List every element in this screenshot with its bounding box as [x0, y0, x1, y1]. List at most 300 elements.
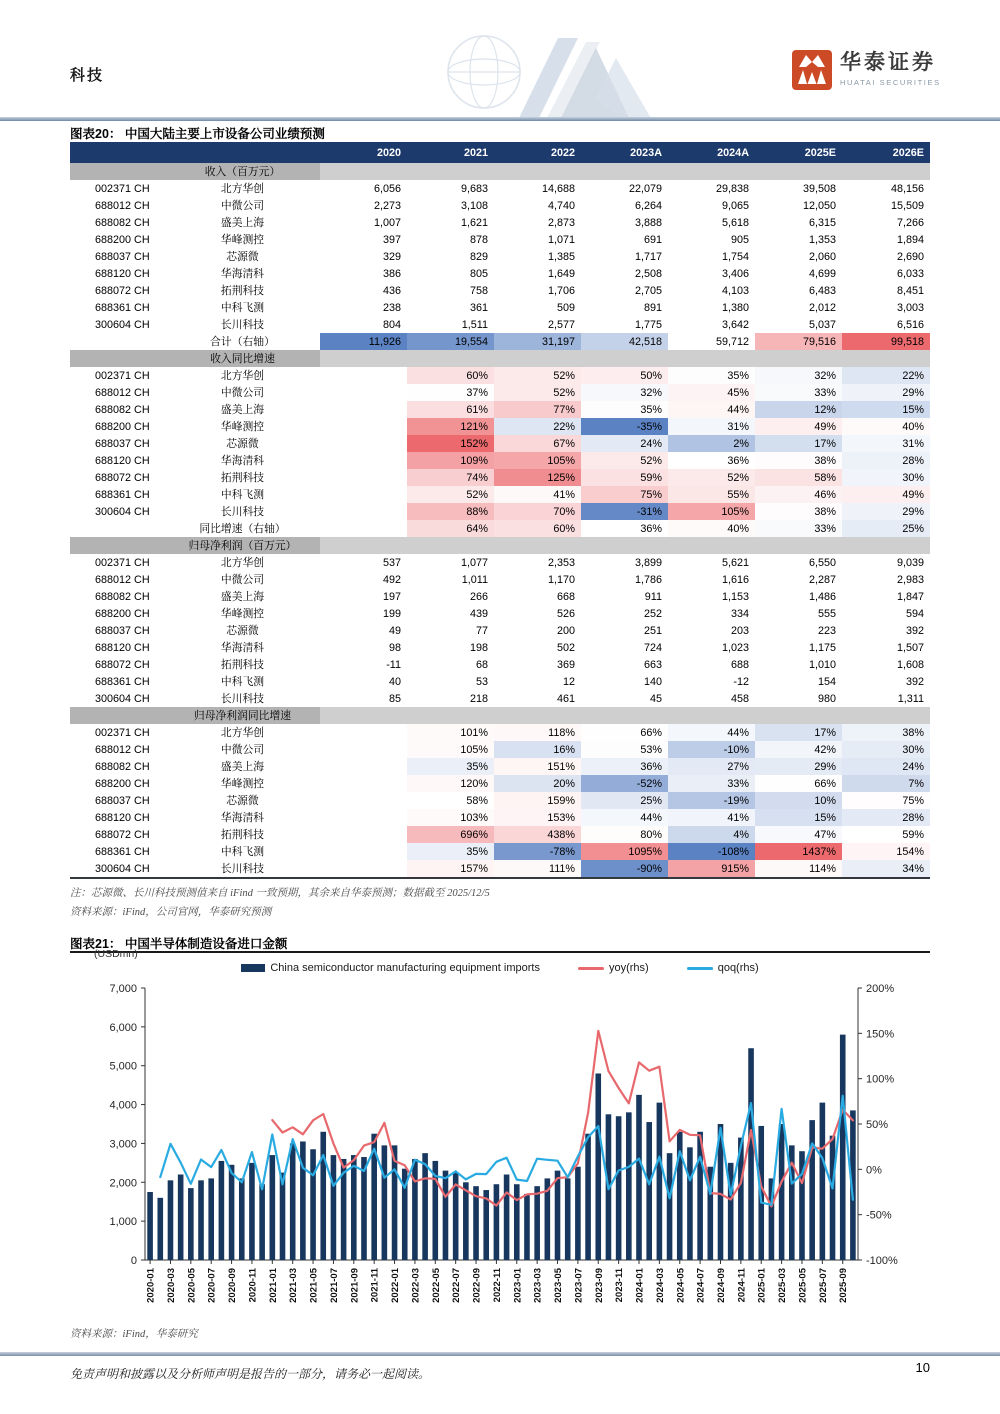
value-cell: -90% — [581, 860, 668, 877]
value-cell: 2,690 — [896, 250, 924, 263]
x-axis-label: 2021-11 — [369, 1268, 381, 1303]
x-axis-label: 2023-07 — [573, 1268, 585, 1303]
value-cell: 40% — [842, 418, 930, 435]
value-cell: 6,056 — [373, 182, 401, 195]
column-header: 2021 — [407, 142, 494, 163]
left-axis-tick-label: 0 — [130, 1255, 137, 1267]
total-value-cell: 59,712 — [668, 333, 755, 350]
value-cell: 1,621 — [460, 216, 488, 229]
column-header: 2023A — [581, 142, 668, 163]
value-cell: 1,608 — [896, 658, 924, 671]
import-bar — [188, 1188, 194, 1260]
value-cell: 49% — [755, 418, 842, 435]
import-bar — [310, 1149, 316, 1260]
company-name: 华海清科 — [220, 642, 265, 654]
value-cell: 20% — [494, 775, 581, 792]
total-spacer — [70, 333, 165, 350]
total-value-cell: 40% — [668, 520, 755, 537]
value-cell: 1,507 — [896, 641, 924, 654]
legend-label: yoy(rhs) — [608, 962, 649, 974]
import-bar — [219, 1161, 225, 1260]
import-bar — [585, 1134, 591, 1260]
total-value-cell: 99,518 — [842, 333, 930, 350]
value-cell: 45% — [668, 384, 755, 401]
table-row — [70, 809, 930, 826]
figure20-note: 注：芯源微、长川科技预测值来自 iFind 一致预期，其余来自华泰预测；数据截至 2025/12/5 — [70, 888, 490, 899]
x-axis-label: 2023-05 — [553, 1268, 565, 1303]
import-bar — [259, 1184, 265, 1260]
header-spacer — [165, 142, 320, 163]
value-cell: 53% — [581, 741, 668, 758]
section-header-row — [70, 537, 930, 554]
company-name: 芯源微 — [226, 795, 259, 807]
value-cell: 1095% — [581, 843, 668, 860]
value-cell: 98 — [388, 641, 401, 654]
value-cell: 67% — [494, 435, 581, 452]
company-name: 盛美上海 — [220, 591, 265, 603]
left-axis-tick-label: 2,000 — [109, 1177, 137, 1190]
section-header-label: 收入同比增速 — [165, 350, 320, 367]
figure20-title: 图表20： 中国大陆主要上市设备公司业绩预测 — [70, 127, 325, 141]
x-axis-label: 2024-03 — [654, 1268, 666, 1303]
table-row — [70, 741, 930, 758]
value-cell — [320, 486, 407, 503]
total-value-cell: 64% — [407, 520, 494, 537]
table-header-row — [70, 142, 930, 163]
value-cell: 9,039 — [896, 556, 924, 569]
value-cell: 12 — [562, 675, 575, 688]
value-cell: 58% — [755, 469, 842, 486]
company-name: 中科飞测 — [220, 302, 265, 314]
import-bar — [178, 1175, 184, 1260]
value-cell: 1,385 — [547, 250, 575, 263]
value-cell: 4% — [668, 826, 755, 843]
value-cell: 52% — [668, 469, 755, 486]
value-cell: 915% — [668, 860, 755, 877]
section-band — [320, 350, 407, 367]
x-axis-label: 2023-11 — [614, 1268, 626, 1303]
value-cell: 35% — [407, 758, 494, 775]
value-cell: 1,894 — [896, 233, 924, 246]
table-row — [70, 860, 930, 877]
total-label: 合计（右轴） — [210, 336, 275, 348]
value-cell: 44% — [668, 401, 755, 418]
x-axis-label: 2021-05 — [308, 1268, 320, 1303]
x-axis-label: 2022-05 — [430, 1268, 442, 1303]
value-cell: 60% — [407, 367, 494, 384]
figure21-title: 图表21： 中国半导体制造设备进口金额 — [70, 937, 288, 951]
stock-code: 688037 CH — [95, 794, 150, 807]
left-axis-tick-label: 7,000 — [109, 983, 137, 995]
table-row — [70, 656, 930, 673]
value-cell: 266 — [469, 590, 488, 603]
value-cell — [320, 741, 407, 758]
value-cell: 1,486 — [808, 590, 836, 603]
section-band — [755, 163, 842, 180]
company-name: 北方华创 — [220, 727, 265, 739]
value-cell: 35% — [581, 401, 668, 418]
value-cell: 109% — [407, 452, 494, 469]
value-cell — [320, 860, 407, 877]
section-band — [668, 163, 755, 180]
value-cell: 2,873 — [547, 216, 575, 229]
x-axis-label: 2025-09 — [838, 1268, 850, 1303]
page-number: 10 — [915, 1360, 930, 1375]
stock-code: 300604 CH — [95, 318, 150, 331]
value-cell: 17% — [755, 435, 842, 452]
company-name: 华峰测控 — [220, 778, 265, 790]
value-cell: 1,170 — [547, 573, 575, 586]
value-cell: 36% — [581, 758, 668, 775]
section-band — [581, 163, 668, 180]
total-value-cell: 31,197 — [494, 333, 581, 350]
value-cell: 3,406 — [721, 267, 749, 280]
column-header: 2020 — [320, 142, 407, 163]
x-axis-label: 2023-03 — [532, 1268, 544, 1303]
import-bar — [575, 1167, 581, 1260]
company-name: 长川科技 — [220, 506, 265, 518]
value-cell: 361 — [469, 301, 488, 314]
stock-code: 688361 CH — [95, 845, 150, 858]
company-name: 华海清科 — [220, 268, 265, 280]
left-axis-tick-label: 3,000 — [109, 1138, 137, 1151]
value-cell: 25% — [581, 792, 668, 809]
figure20-source: 资料来源：iFind，公司官网，华泰研究预测 — [70, 907, 272, 918]
import-bar — [840, 1035, 846, 1260]
import-bar — [239, 1178, 245, 1260]
value-cell: 392 — [905, 675, 924, 688]
x-axis-label: 2021-07 — [328, 1268, 340, 1303]
x-axis-label: 2025-07 — [817, 1268, 829, 1303]
x-axis-label: 2024-07 — [695, 1268, 707, 1303]
value-cell: -31% — [581, 503, 668, 520]
value-cell: 6,264 — [634, 199, 662, 212]
section-band — [494, 537, 581, 554]
import-bar — [524, 1194, 530, 1260]
value-cell: 555 — [817, 607, 836, 620]
value-cell: -10% — [668, 741, 755, 758]
value-cell: 35% — [668, 367, 755, 384]
total-spacer — [70, 520, 165, 537]
left-axis-tick-label: 5,000 — [109, 1060, 137, 1073]
value-cell: 223 — [817, 624, 836, 637]
value-cell: 805 — [469, 267, 488, 280]
value-cell: 724 — [643, 641, 662, 654]
x-axis-label: 2020-11 — [247, 1268, 259, 1303]
value-cell: 105% — [407, 741, 494, 758]
stock-code: 688120 CH — [95, 267, 150, 280]
value-cell: 3,899 — [634, 556, 662, 569]
value-cell: 197 — [382, 590, 401, 603]
import-bar — [320, 1132, 326, 1260]
stock-code: 688361 CH — [95, 301, 150, 314]
right-axis-tick-label: -50% — [866, 1209, 892, 1222]
x-axis-label: 2025-03 — [777, 1268, 789, 1303]
table-row — [70, 639, 930, 656]
imports-chart — [70, 958, 930, 1328]
company-name: 华海清科 — [220, 812, 265, 824]
brand-name-en: HUATAI SECURITIES — [840, 78, 941, 87]
import-bar — [626, 1112, 632, 1260]
value-cell: 1,010 — [808, 658, 836, 671]
value-cell: 154% — [842, 843, 930, 860]
value-cell: 5,621 — [721, 556, 749, 569]
left-axis-tick-label: 4,000 — [109, 1099, 137, 1112]
company-name: 盛美上海 — [220, 217, 265, 229]
value-cell: 22,079 — [628, 182, 662, 195]
value-cell: 77% — [494, 401, 581, 418]
value-cell: 8,451 — [896, 284, 924, 297]
import-bar — [168, 1180, 174, 1260]
value-cell — [320, 826, 407, 843]
section-header-label: 收入（百万元） — [165, 163, 320, 180]
table-total-row — [70, 520, 930, 537]
table-row — [70, 690, 930, 707]
value-cell — [320, 469, 407, 486]
value-cell: 38% — [755, 452, 842, 469]
total-value-cell: 11,926 — [320, 333, 407, 350]
table-row — [70, 265, 930, 282]
x-axis-label: 2022-03 — [410, 1268, 422, 1303]
import-bar — [657, 1103, 663, 1260]
import-bar — [443, 1171, 449, 1260]
value-cell: 252 — [643, 607, 662, 620]
section-band — [320, 707, 407, 724]
stock-code: 688082 CH — [95, 760, 150, 773]
total-value-cell: 36% — [581, 520, 668, 537]
value-cell: 46% — [755, 486, 842, 503]
value-cell — [320, 809, 407, 826]
total-label: 同比增速（右轴） — [199, 523, 286, 535]
stock-code: 688082 CH — [95, 216, 150, 229]
value-cell: 2,287 — [808, 573, 836, 586]
table-bottom-rule — [70, 877, 930, 879]
value-cell: 758 — [469, 284, 488, 297]
value-cell: 2,983 — [896, 573, 924, 586]
stock-code: 688012 CH — [95, 386, 150, 399]
value-cell: 153% — [494, 809, 581, 826]
value-cell: 70% — [494, 503, 581, 520]
value-cell: 66% — [581, 724, 668, 741]
value-cell: 1,311 — [897, 692, 924, 705]
value-cell: 151% — [494, 758, 581, 775]
value-cell: 17% — [755, 724, 842, 741]
section-band — [70, 350, 165, 367]
value-cell: 251 — [643, 624, 662, 637]
header-spacer — [70, 142, 165, 163]
value-cell: 22% — [494, 418, 581, 435]
column-header: 2026E — [842, 142, 930, 163]
value-cell: 891 — [643, 301, 662, 314]
huatai-logo — [792, 50, 941, 90]
value-cell: 696% — [407, 826, 494, 843]
value-cell: 6,550 — [808, 556, 836, 569]
value-cell: 218 — [469, 692, 488, 705]
stock-code: 688200 CH — [95, 777, 150, 790]
value-cell: 52% — [494, 384, 581, 401]
import-bar — [809, 1120, 815, 1260]
table-row — [70, 418, 930, 435]
right-axis-tick-label: 200% — [866, 983, 895, 995]
company-name: 拓荆科技 — [220, 829, 265, 841]
table-row — [70, 758, 930, 775]
table-row — [70, 435, 930, 452]
import-bar — [748, 1048, 754, 1260]
table-row — [70, 486, 930, 503]
value-cell: 66% — [755, 775, 842, 792]
value-cell: 49% — [842, 486, 930, 503]
x-axis-label: 2023-01 — [512, 1268, 524, 1303]
value-cell: 594 — [905, 607, 924, 620]
stock-code: 688082 CH — [95, 403, 150, 416]
section-band — [70, 707, 165, 724]
value-cell: 2,705 — [634, 284, 662, 297]
value-cell: 15% — [842, 401, 930, 418]
value-cell: 9,683 — [460, 182, 488, 195]
value-cell: 980 — [817, 692, 836, 705]
value-cell: 15% — [755, 809, 842, 826]
section-band — [494, 707, 581, 724]
section-band — [70, 163, 165, 180]
section-band — [842, 707, 930, 724]
performance-table — [70, 142, 930, 877]
x-axis-label: 2021-03 — [288, 1268, 300, 1303]
total-value-cell — [320, 520, 407, 537]
company-name: 拓荆科技 — [220, 285, 265, 297]
value-cell: 12,050 — [802, 199, 836, 212]
section-band — [668, 350, 755, 367]
x-axis-label: 2024-09 — [715, 1268, 727, 1303]
table-row — [70, 622, 930, 639]
value-cell: 121% — [407, 418, 494, 435]
total-value-cell: 33% — [755, 520, 842, 537]
section-header-label: 归母净利润同比增速 — [165, 707, 320, 724]
value-cell: 369 — [556, 658, 575, 671]
section-header-row — [70, 707, 930, 724]
import-bar — [555, 1171, 561, 1260]
value-cell: 157% — [407, 860, 494, 877]
value-cell: 9,065 — [721, 199, 749, 212]
value-cell: -12 — [733, 675, 749, 688]
footer-divider — [0, 1352, 1000, 1356]
table-total-row — [70, 333, 930, 350]
value-cell: 33% — [755, 384, 842, 401]
value-cell: 52% — [581, 452, 668, 469]
section-band — [755, 350, 842, 367]
value-cell: 1,153 — [721, 590, 749, 603]
value-cell — [320, 758, 407, 775]
value-cell: 458 — [730, 692, 749, 705]
value-cell: 75% — [842, 792, 930, 809]
section-band — [407, 707, 494, 724]
value-cell: 668 — [556, 590, 575, 603]
value-cell: 1,717 — [634, 250, 662, 263]
company-name: 长川科技 — [220, 693, 265, 705]
value-cell: 1,649 — [547, 267, 575, 280]
value-cell: 24% — [842, 758, 930, 775]
yoy-line — [272, 1031, 853, 1207]
table-row — [70, 469, 930, 486]
table-row — [70, 248, 930, 265]
import-bar — [504, 1175, 510, 1260]
company-name: 中微公司 — [220, 387, 265, 399]
value-cell: 41% — [494, 486, 581, 503]
import-bar — [280, 1173, 286, 1260]
table-row — [70, 180, 930, 197]
stock-code: 688037 CH — [95, 437, 150, 450]
company-name: 中科飞测 — [220, 676, 265, 688]
import-bar — [270, 1155, 276, 1260]
value-cell: 6,315 — [808, 216, 836, 229]
value-cell: 29,838 — [715, 182, 749, 195]
imports-chart-svg — [70, 958, 930, 1328]
section-band — [755, 537, 842, 554]
import-bar — [361, 1157, 367, 1260]
import-bar — [290, 1143, 296, 1260]
value-cell: 32% — [755, 367, 842, 384]
report-section-label: 科技 — [70, 68, 105, 84]
total-value-cell: 25% — [842, 520, 930, 537]
value-cell: 39,508 — [802, 182, 836, 195]
import-bar — [534, 1186, 540, 1260]
value-cell: 200 — [556, 624, 575, 637]
company-name: 华峰测控 — [220, 421, 265, 433]
value-cell: 28% — [842, 809, 930, 826]
disclaimer-text: 免责声明和披露以及分析师声明是报告的一部分，请务必一起阅读。 — [70, 1367, 431, 1381]
company-name: 华峰测控 — [220, 608, 265, 620]
legend-label: China semiconductor manufacturing equipment imports — [270, 962, 540, 974]
x-axis-label: 2024-11 — [736, 1268, 748, 1303]
section-band — [842, 537, 930, 554]
value-cell: 154 — [817, 675, 836, 688]
import-bar — [494, 1184, 500, 1260]
table-row — [70, 843, 930, 860]
value-cell: 2,273 — [373, 199, 401, 212]
section-band — [407, 350, 494, 367]
value-cell: 663 — [643, 658, 662, 671]
value-cell: 152% — [407, 435, 494, 452]
value-cell: 38% — [842, 724, 930, 741]
value-cell — [320, 452, 407, 469]
value-cell: 35% — [407, 843, 494, 860]
value-cell: 2,012 — [808, 301, 836, 314]
stock-code: 688200 CH — [95, 607, 150, 620]
value-cell: 47% — [755, 826, 842, 843]
stock-code: 688200 CH — [95, 233, 150, 246]
table-row — [70, 503, 930, 520]
value-cell: 2,508 — [634, 267, 662, 280]
value-cell: 3,642 — [721, 318, 749, 331]
import-bar — [779, 1124, 785, 1260]
table-row — [70, 792, 930, 809]
value-cell: 103% — [407, 809, 494, 826]
value-cell: 238 — [382, 301, 401, 314]
value-cell: 1,353 — [808, 233, 836, 246]
import-bar — [687, 1147, 693, 1260]
value-cell: 42% — [755, 741, 842, 758]
value-cell: -19% — [668, 792, 755, 809]
value-cell: 7% — [842, 775, 930, 792]
company-name: 北方华创 — [220, 557, 265, 569]
value-cell: 50% — [581, 367, 668, 384]
import-bar — [229, 1165, 235, 1260]
total-value-cell: 79,516 — [755, 333, 842, 350]
right-axis-tick-label: 100% — [866, 1073, 895, 1086]
value-cell: 1,706 — [547, 284, 575, 297]
company-name: 中科飞测 — [220, 489, 265, 501]
value-cell: 509 — [556, 301, 575, 314]
value-cell: 40 — [388, 675, 401, 688]
